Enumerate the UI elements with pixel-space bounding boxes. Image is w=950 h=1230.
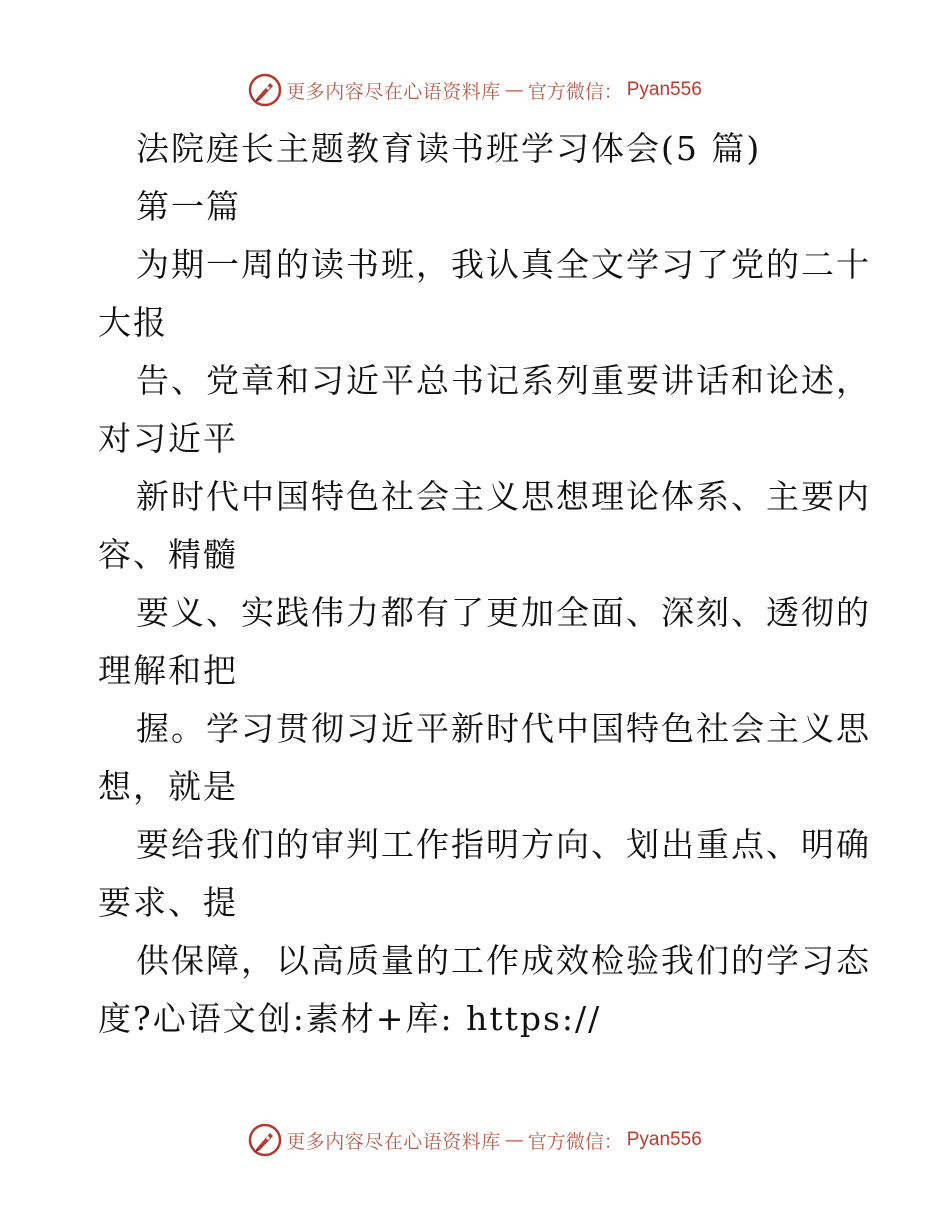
section-heading: 第一篇 <box>136 187 241 226</box>
header-brand-text: 更多内容尽在心语资料库 <box>286 80 501 103</box>
paragraph-line: 想，就是 <box>98 767 238 806</box>
paragraph-line: 度?心语文创:素材+库: https:// <box>98 999 602 1038</box>
footer-watermark-banner <box>0 1120 950 1160</box>
paragraph-line: 要义、实践伟力都有了更加全面、深刻、透彻的 <box>136 593 871 632</box>
paragraph-line: 为期一周的读书班，我认真全文学习了党的二十 <box>136 245 871 284</box>
paragraph-line: 大报 <box>98 303 168 342</box>
footer-brand-text: 更多内容尽在心语资料库 <box>286 1130 501 1153</box>
pen-nib-logo-icon <box>248 1123 282 1157</box>
header-watermark-banner <box>0 70 950 110</box>
paragraph-line: 供保障，以高质量的工作成效检验我们的学习态 <box>136 941 871 980</box>
paragraph-line: 要给我们的审判工作指明方向、划出重点、明确 <box>136 825 871 864</box>
footer-wechat-id: Pyan556 <box>626 1129 702 1150</box>
paragraph-line: 新时代中国特色社会主义思想理论体系、主要内 <box>136 477 871 516</box>
footer-wechat-label: 官方微信： <box>527 1130 623 1153</box>
document-title: 法院庭长主题教育读书班学习体会(5 篇) <box>136 129 762 168</box>
pen-nib-logo-icon <box>248 73 282 107</box>
paragraph-line: 告、党章和习近平总书记系列重要讲话和论述， <box>136 361 871 400</box>
paragraph-line: 握。学习贯彻习近平新时代中国特色社会主义思 <box>136 709 871 748</box>
footer-separator: — <box>504 1129 524 1151</box>
header-wechat-id: Pyan556 <box>626 79 702 100</box>
paragraph-line: 对习近平 <box>98 419 238 458</box>
paragraph-line: 容、精髓 <box>98 535 238 574</box>
document-body <box>98 120 871 1048</box>
header-separator: — <box>504 79 524 101</box>
paragraph-line: 理解和把 <box>98 651 238 690</box>
header-wechat-label: 官方微信： <box>527 80 623 103</box>
paragraph-line: 要求、提 <box>98 883 238 922</box>
